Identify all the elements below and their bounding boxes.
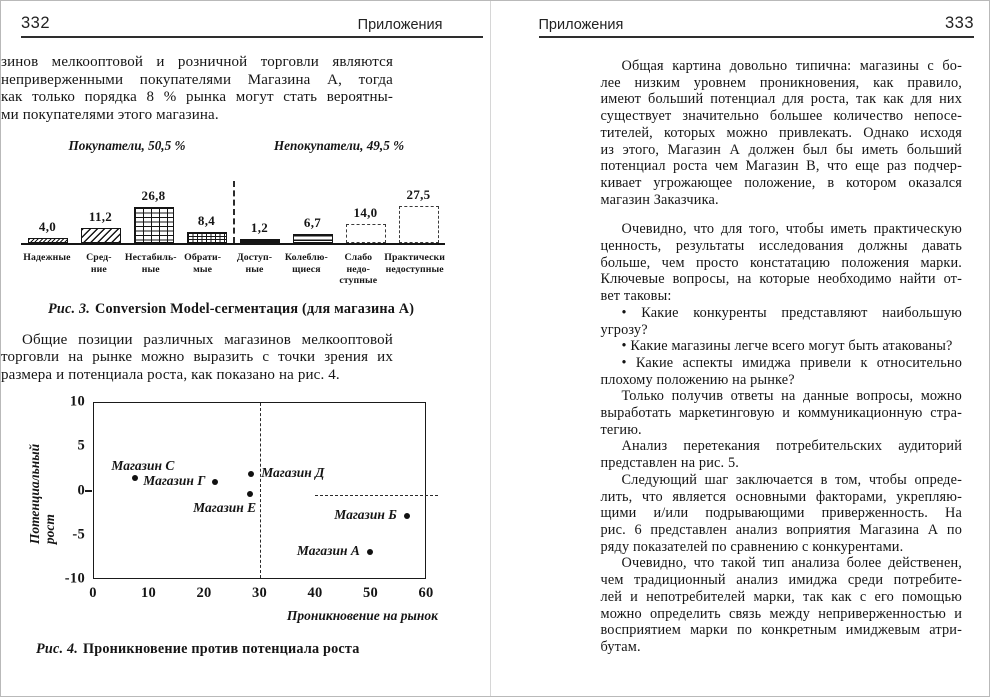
page-number: 332 (21, 14, 51, 32)
text-line: Общая картина довольно типична: магазины с бо- (621, 58, 962, 74)
text-line: кивает угрожающее положение, в котором оказался (600, 174, 962, 191)
text-line: Анализ перетекания потребительских аудиторий (621, 438, 962, 455)
y-tick-label: 10 (69, 393, 85, 410)
running-header-left (21, 14, 483, 38)
text-line: тителей, которых можно привлекать. Однако исходя (600, 124, 962, 141)
paragraph (601, 221, 963, 305)
text-line: • Какие конкуренты представляют наибольшую (621, 304, 962, 321)
data-point (248, 471, 254, 477)
text-line: представлен на рис. 5. (600, 455, 739, 472)
text-line: • Какие магазины легче всего могут быть атакованы? (621, 338, 953, 355)
running-title: Приложения (538, 17, 624, 33)
x-tick-label: 20 (196, 585, 212, 601)
text-line: можно определить связь между неприверженностью и (600, 605, 962, 622)
bar-value-label: 8,4 (197, 212, 216, 228)
data-point (132, 475, 138, 481)
y-zero-tick-mark (85, 490, 92, 492)
paragraph (601, 472, 963, 556)
bar-value-label: 1,2 (250, 220, 269, 235)
text-line: как только порядка 8 % рынка могут стать вероятны- (1, 89, 393, 105)
bar-slot (392, 187, 445, 243)
text-line: ценность, результаты исследования должны давать (600, 238, 962, 255)
category-label: Колеблю- щиеся (284, 252, 328, 275)
text-line: лей и непотребителей марки, так как с его помощью (600, 588, 962, 605)
x-tick-label: 60 (418, 585, 434, 601)
bar-slot (127, 188, 180, 243)
y-axis-label-line1: Потенциальный (27, 443, 42, 545)
data-point (367, 549, 373, 555)
data-point-label: Магазин C (111, 458, 175, 474)
x-tick-label: 40 (307, 585, 323, 601)
text-line: Очевидно, что для того, чтобы иметь практическую (621, 221, 962, 238)
text-line: ряду показателей по сравнению с конкурентами. (600, 538, 904, 555)
text-line: Очевидно, что такой тип анализа более действенен, (621, 555, 962, 572)
data-point-label: Магазин Г (143, 472, 206, 488)
page-right (491, 1, 990, 696)
bar-value-label: 6,7 (303, 215, 322, 231)
chart-group-titles (21, 138, 445, 154)
bar-segment (399, 206, 439, 243)
text-line: плохому положению на рынке? (600, 371, 795, 388)
figure-3-caption (48, 301, 490, 318)
text-line: из этого, Магазин А должен был бы иметь больший (600, 141, 962, 158)
x-axis-ticks (89, 585, 434, 603)
text-line: вет таковы: (600, 288, 672, 305)
paragraph (601, 355, 963, 388)
figure-label: Рис. 3. (48, 300, 90, 317)
text-line: имеют больший потенциал для роста, так как для них (600, 91, 962, 108)
figure-3-bar-chart (21, 138, 445, 287)
bar-slot (180, 213, 233, 243)
bar-chart-categories (21, 252, 445, 287)
figure-caption-text: Проникновение против потенциала роста (83, 641, 360, 657)
data-point-label: Магазин А (296, 542, 360, 558)
figure-label: Рис. 4. (36, 641, 78, 657)
paragraph (601, 338, 963, 355)
text-line: потенциал роста чем Магазин В, что еще раз подчер- (600, 158, 962, 175)
running-title: Приложения (357, 17, 443, 33)
text-line: Ключевые вопросы, на которые необходимо найти от- (600, 271, 962, 288)
y-tick-label: 5 (77, 437, 85, 454)
data-point-label: Магазин Д (261, 465, 325, 481)
text-line: лить, что является основными факторами, укрепляю- (600, 488, 962, 505)
category-label: Слабо недо- ступные (339, 252, 378, 286)
paragraph (1, 332, 393, 385)
x-tick-label: 50 (362, 585, 379, 601)
bar-slot (286, 215, 339, 243)
text-line: угрозу? (600, 321, 648, 338)
text-line: неприверженными покупателями Магазина А, тогда (1, 71, 393, 88)
text-line: размера и потенциала роста, как показано на рис. 4. (1, 366, 340, 383)
x-axis-label: Проникновение на рынок (286, 608, 438, 623)
bar-value-label: 11,2 (88, 209, 113, 224)
bar-chart-bars (21, 183, 445, 245)
paragraph (601, 438, 963, 471)
text-line: существует значительно большее количество непосе- (600, 108, 962, 125)
category-label: Доступ- ные (236, 252, 273, 275)
page-number: 333 (944, 14, 974, 32)
bar-segment (346, 224, 386, 243)
text-line: ми покупателями этого магазина. (1, 106, 219, 123)
text-line: выработать маркетинговую и коммуникационную стра- (600, 405, 962, 422)
bar-slot (339, 205, 392, 243)
text-line: чем традиционный анализ имиджа среди потребите- (600, 572, 962, 589)
text-line: щими и/или подрывающими приверженность. На (600, 505, 962, 522)
figure-4-caption (36, 641, 490, 658)
text-line: восприятием марки по конкретным имиджевым атри- (600, 622, 962, 639)
horizontal-reference-dashed-line (315, 495, 438, 496)
paragraph (601, 388, 963, 438)
x-tick-label: 0 (89, 585, 97, 601)
paragraph (601, 555, 963, 655)
figure-4-scatter-plot (1, 393, 490, 632)
text-line: магазин Заказчика. (600, 191, 719, 208)
data-point-label: Магазин Е (193, 500, 257, 515)
bar-slot (21, 219, 74, 243)
page-left (1, 1, 491, 696)
text-line: Только получив ответы на данные вопросы, можно (621, 388, 962, 405)
text-line: больше, чем просто констатацию положения марки. (600, 254, 962, 271)
y-tick-label: -5 (72, 526, 85, 543)
bar-segment (240, 239, 280, 243)
data-point (212, 479, 218, 485)
group-title-buyers: Покупатели, 50,5 % (68, 138, 186, 153)
bar-segment (293, 234, 333, 243)
bar-value-label: 26,8 (141, 188, 166, 204)
category-label: Нестабиль- ные (124, 252, 177, 275)
x-tick-label: 30 (251, 585, 268, 601)
text-line: лее низким уровнем проникновения, как правило, (600, 74, 962, 91)
data-point (404, 513, 410, 519)
bar-value-label: 27,5 (406, 187, 431, 203)
y-axis-label-line2: рост (42, 514, 57, 545)
category-label: Надежные (23, 252, 71, 263)
text-line: тегию. (600, 421, 642, 438)
paragraph (601, 58, 963, 208)
bar-segment (134, 207, 174, 243)
bar-value-label: 14,0 (353, 205, 378, 221)
category-label: Обрати- мые (184, 252, 222, 275)
bar-segment (81, 228, 121, 243)
paragraph (1, 54, 393, 124)
category-label: Практически недоступные (384, 252, 446, 275)
data-point-label: Магазин Б (334, 507, 397, 523)
text-line: бутам. (600, 638, 641, 655)
group-divider-dashed-line (233, 181, 235, 243)
bar-segment (28, 238, 68, 243)
text-line: зинов мелкооптовой и розничной торговли являются (1, 54, 393, 70)
text-line: торговли на рынке можно выразить с точки зрения их (1, 349, 393, 365)
group-title-nonbuyers: Непокупатели, 49,5 % (273, 138, 405, 153)
text-line: • Какие аспекты имиджа привели к относительно (621, 354, 962, 371)
bar-slot (74, 209, 127, 243)
x-tick-label: 10 (140, 585, 157, 601)
paragraph (601, 305, 963, 338)
figure-caption-text: Conversion Model-сегментация (для магазина А) (95, 300, 415, 317)
vertical-reference-dashed-line (260, 403, 261, 578)
y-tick-label: 0 (77, 482, 85, 498)
text-line: Следующий шаг заключается в том, чтобы опреде- (621, 471, 962, 488)
text-line: Общие позиции различных магазинов мелкооптовой (22, 331, 393, 348)
text-line: рис. 6 представлен анализ воприятия Магазина А по (600, 521, 962, 538)
bar-value-label: 4,0 (38, 218, 57, 234)
running-header-right (539, 14, 975, 38)
data-point (247, 491, 253, 497)
category-label: Сред- ние (86, 252, 112, 275)
y-tick-label: -10 (64, 570, 85, 587)
body-text (601, 58, 963, 656)
plot-area (93, 402, 426, 579)
bar-segment (187, 232, 227, 243)
bar-slot (233, 220, 286, 243)
y-axis-ticks (39, 393, 85, 587)
